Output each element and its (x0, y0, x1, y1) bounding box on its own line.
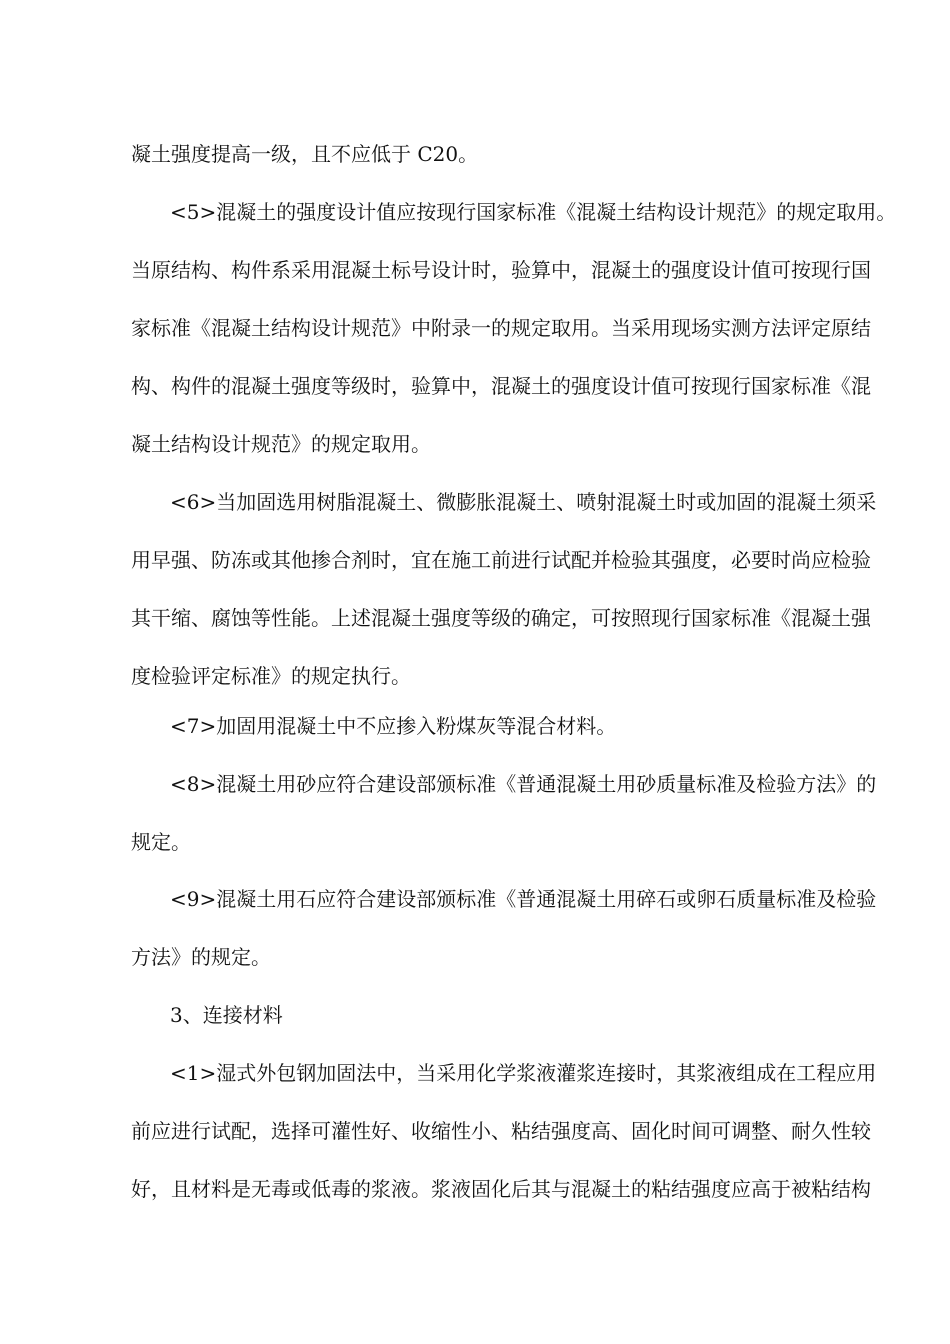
text-line-14: <9>混凝土用石应符合建设部颁标准《普通混凝土用碎石或卵石质量标准及检验 (170, 887, 877, 911)
text-line-10: 度检验评定标准》的规定执行。 (131, 664, 411, 688)
text-line-18: 前应进行试配，选择可灌性好、收缩性小、粘结强度高、固化时间可调整、耐久性较 (131, 1119, 871, 1143)
text-line-15: 方法》的规定。 (131, 945, 271, 969)
text-line-13: 规定。 (131, 830, 191, 854)
text-line-6: 凝土结构设计规范》的规定取用。 (131, 432, 431, 456)
section-heading: 3、连接材料 (170, 1003, 283, 1027)
text-line-17: <1>湿式外包钢加固法中，当采用化学浆液灌浆连接时，其浆液组成在工程应用 (170, 1061, 877, 1085)
text-line-8: 用早强、防冻或其他掺合剂时，宜在施工前进行试配并检验其强度，必要时尚应检验 (131, 548, 871, 572)
text-line-5: 构、构件的混凝土强度等级时，验算中，混凝土的强度设计值可按现行国家标准《混 (131, 374, 871, 398)
text-line-7: <6>当加固选用树脂混凝土、微膨胀混凝土、喷射混凝土时或加固的混凝土须采 (170, 490, 877, 514)
text-line-9: 其干缩、腐蚀等性能。上述混凝土强度等级的确定，可按照现行国家标准《混凝土强 (131, 606, 871, 630)
text-line-2: <5>混凝土的强度设计值应按现行国家标准《混凝土结构设计规范》的规定取用。 (170, 200, 897, 224)
text-line-1: 凝土强度提高一级，且不应低于 C20。 (131, 142, 479, 166)
text-line-3: 当原结构、构件系采用混凝土标号设计时，验算中，混凝土的强度设计值可按现行国 (131, 258, 871, 282)
text-line-11: <7>加固用混凝土中不应掺入粉煤灰等混合材料。 (170, 714, 617, 738)
text-line-19: 好，且材料是无毒或低毒的浆液。浆液固化后其与混凝土的粘结强度应高于被粘结构 (131, 1177, 871, 1201)
text-line-12: <8>混凝土用砂应符合建设部颁标准《普通混凝土用砂质量标准及检验方法》的 (170, 772, 877, 796)
text-line-4: 家标准《混凝土结构设计规范》中附录一的规定取用。当采用现场实测方法评定原结 (131, 316, 871, 340)
